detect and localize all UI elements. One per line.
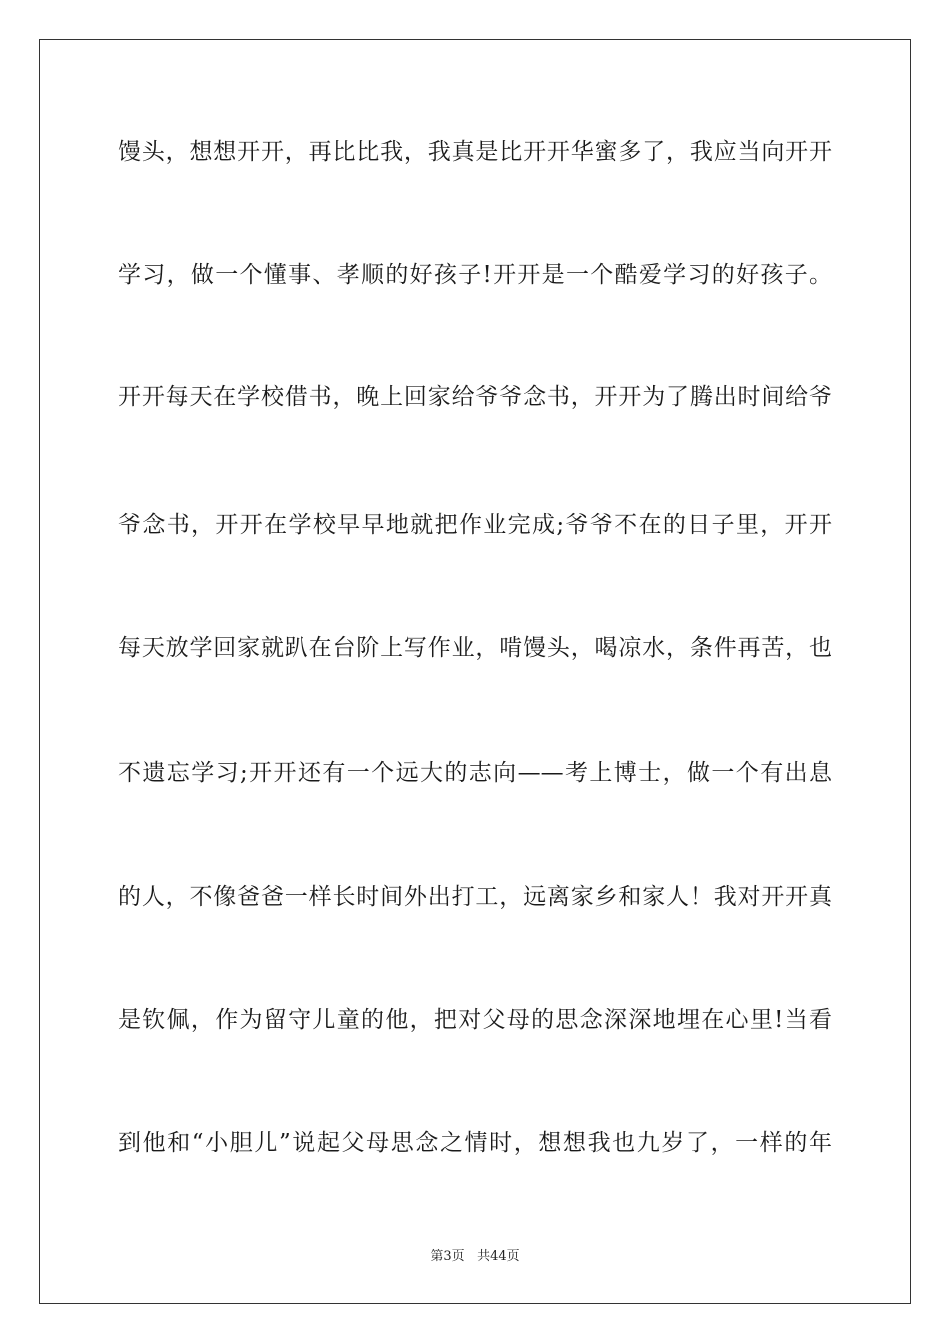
page-number: 第3页 — [430, 1249, 465, 1264]
text-line: 不遗忘学习;开开还有一个远大的志向——考上博士，做一个有出息 — [118, 760, 832, 786]
text-line: 爷念书，开开在学校早早地就把作业完成;爷爷不在的日子里，开开 — [118, 512, 832, 538]
text-line: 学习，做一个懂事、孝顺的好孩子!开开是一个酷爱学习的好孩子。 — [118, 262, 832, 288]
text-line: 是钦佩，作为留守儿童的他，把对父母的思念深深地埋在心里!当看 — [118, 1007, 832, 1033]
text-line: 每天放学回家就趴在台阶上写作业，啃馒头，喝凉水，条件再苦，也 — [118, 635, 832, 661]
text-line: 开开每天在学校借书，晚上回家给爷爷念书，开开为了腾出时间给爷 — [118, 384, 832, 410]
page-frame — [39, 39, 911, 1304]
text-line: 的人，不像爸爸一样长时间外出打工，远离家乡和家人！我对开开真 — [118, 884, 832, 910]
text-line: 馒头，想想开开，再比比我，我真是比开开华蜜多了，我应当向开开 — [118, 139, 832, 165]
page-footer — [0, 1248, 950, 1266]
page-total: 共44页 — [477, 1249, 520, 1264]
text-line: 到他和“小胆儿”说起父母思念之情时，想想我也九岁了，一样的年 — [118, 1130, 832, 1156]
